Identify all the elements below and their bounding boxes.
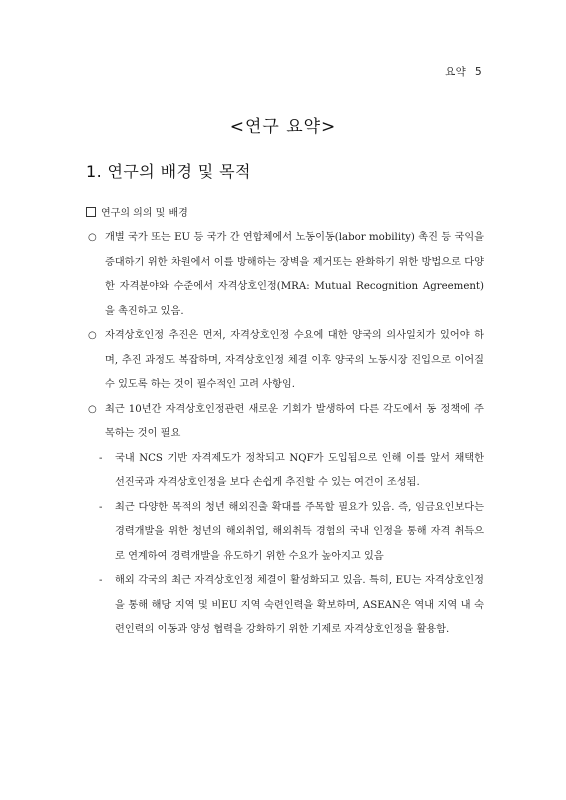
running-header (445, 64, 482, 79)
dash-text: 국내 NCS 기반 자격제도가 정착되고 NQF가 도입됨으로 인해 이를 앞서 채택한 선진국과 자격상호인정을 보다 손쉽게 추진할 수 있는 여건이 조성됨. (115, 452, 484, 488)
checkbox-square-icon (86, 207, 96, 217)
bullet-text: 개별 국가 또는 EU 등 국가 간 연합체에서 노동이동(labor mobility) 촉진 등 국익을 증대하기 위한 차원에서 이를 방해하는 장벽을 제거또는 완화하기 위한 방법으로 다양한 자격분야와 수준에서 자격상호인정(MRA: Mutual Recognition Agreement)을 촉진하고 있음. (105, 232, 484, 317)
document-title: <연구 요약> (229, 117, 337, 137)
dash-bullet-icon: - (99, 501, 103, 513)
dash-item (88, 447, 484, 496)
dash-bullet-icon: - (99, 452, 103, 464)
subsection-label: 연구의 의의 및 배경 (101, 208, 188, 219)
section-heading: 1. 연구의 배경 및 목적 (86, 162, 251, 181)
dash-bullet-icon: - (99, 575, 103, 586)
dash-text: 최근 다양한 목적의 청년 해외진출 확대를 주목할 필요가 있음. 즉, 임금요인보다는 경력개발을 위한 청년의 해외취업, 해외취득 경험의 국내 인정을 통해 자격 취득으로 연계하여 경력개발을 유도하기 위한 수요가 높아지고 있음 (115, 501, 484, 562)
subsection-heading (86, 204, 188, 219)
header-label: 요약 (445, 66, 467, 78)
circle-bullet-icon: ○ (88, 330, 97, 341)
bullet-item (88, 226, 484, 324)
bullet-item (88, 398, 484, 447)
body-content (88, 226, 484, 643)
dash-item (88, 569, 484, 643)
bullet-text: 최근 10년간 자격상호인정관련 새로운 기회가 발생하여 다른 각도에서 동 정책에 주목하는 것이 필요 (105, 403, 484, 439)
circle-bullet-icon: ○ (88, 232, 97, 243)
page-number: 5 (475, 66, 482, 78)
bullet-text: 자격상호인정 추진은 먼저, 자격상호인정 수요에 대한 양국의 의사일치가 있어야 하며, 추진 과정도 복잡하며, 자격상호인정 체결 이후 양국의 노동시장 진입으로 이어질 수 있도록 하는 것이 필수적인 고려 사항임. (105, 330, 484, 390)
circle-bullet-icon: ○ (88, 403, 97, 415)
dash-item (88, 496, 484, 570)
dash-text: 해외 각국의 최근 자격상호인정 체결이 활성화되고 있음. 특히, EU는 자격상호인정을 통해 해당 지역 및 비EU 지역 숙련인력을 확보하며, ASEAN은 역내 지역 내 숙련인력의 이동과 양성 협력을 강화하기 위한 기제로 자격상호인정을 활용함. (115, 575, 484, 635)
bullet-item (88, 324, 484, 398)
